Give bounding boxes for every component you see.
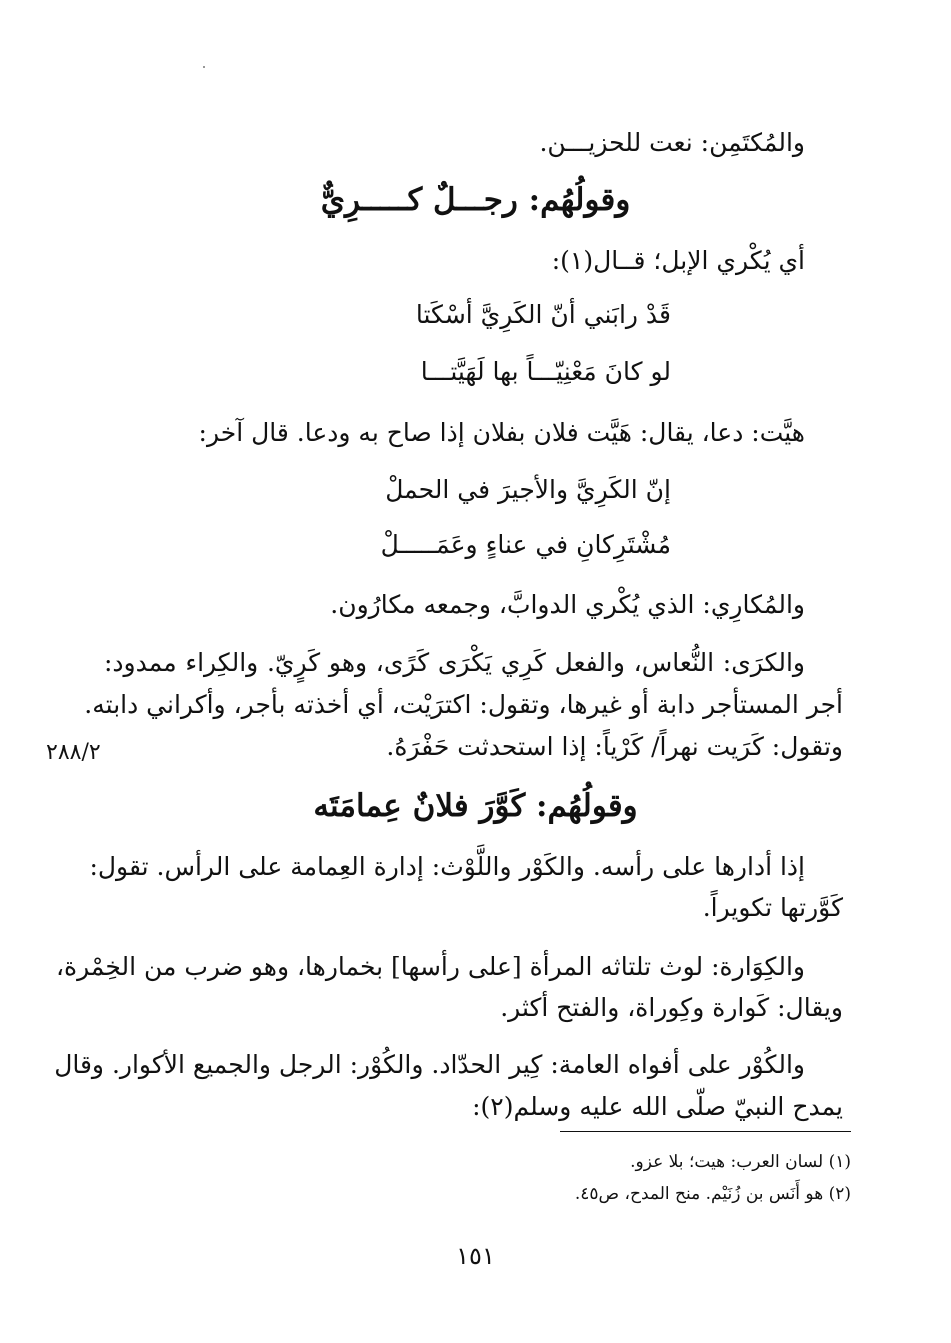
scan-speck <box>203 66 205 68</box>
paragraph-line: والكرَى: النُّعاس، والفعل كَرِي يَكْرَى كَرًى، وهو كَرٍيّ. والكِراء ممدود: <box>104 648 805 677</box>
margin-reference: ٢٨٨/٢ <box>46 740 101 765</box>
paragraph-line: والكُوْر على أفواه العامة: كِير الحدّاد. والكُوْر: الرجل والجميع الأكوار. وقال <box>54 1050 805 1079</box>
verse-line: لو كانَ مَعْنِيّـــاً بها لَهَيَّتـــا <box>420 357 671 386</box>
footnote-separator <box>560 1131 851 1132</box>
verse-line: مُشْتَرِكانِ في عناءٍ وعَمَـــــلْ <box>380 530 671 559</box>
paragraph-line: كَوَّرتها تكويراً. <box>702 893 843 922</box>
paragraph-line: إذا أدارها على رأسه. والكَوْر واللَّوْث: إدارة العِمامة على الرأس. تقول: <box>89 852 805 881</box>
paragraph-line: يمدح النبيّ صلّى الله عليه وسلم(٢): <box>472 1092 843 1121</box>
paragraph-line: والكِوَارة: لوث تلتاثه المرأة [على رأسها] بخمارها، وهو ضرب من الخِمْرة، <box>55 952 805 981</box>
entry-heading: وقولُهُم: رجـــلٌ كـــــرِيٌّ <box>320 182 631 218</box>
verse-line: قَدْ رابَني أنّ الكَرِيَّ أسْكَتا <box>415 300 671 329</box>
footnote: (٢) هو أَنَس بن زُنَيْم. منح المدح، ص٤٥. <box>574 1184 851 1204</box>
text-line: والمُكارِي: الذي يُكْري الدوابَّ، وجمعه مكارُون. <box>330 590 805 619</box>
paragraph-line: ويقال: كَوارة وكِوراة، والفتح أكثر. <box>500 993 843 1022</box>
entry-heading: وقولُهُم: كَوَّرَ فلانٌ عِمامَتَه <box>313 788 638 824</box>
text-line: أي يُكْري الإبل؛ قــال(١): <box>551 246 805 275</box>
text-line: هيَّت: دعا، يقال: هَيَّت فلان بفلان إذا صاح به ودعا. قال آخر: <box>198 418 805 447</box>
paragraph-line: أجر المستأجر دابة أو غيرها، وتقول: اكترَيْت، أي أخذته بأجر، وأكراني دابته. <box>84 690 843 719</box>
paragraph-line: وتقول: كَرَيت نهراً/ كَرْياً: إذا استحدثت حَفْرَهُ. <box>386 732 843 761</box>
verse-line: إنّ الكَرِيَّ والأجيرَ في الحملْ <box>385 475 671 504</box>
footnote: (١) لسان العرب: هيت؛ بلا عزو. <box>630 1152 851 1172</box>
text-line: والمُكتَمِن: نعت للحزيـــن. <box>539 128 805 157</box>
page-number: ١٥١ <box>456 1242 495 1270</box>
